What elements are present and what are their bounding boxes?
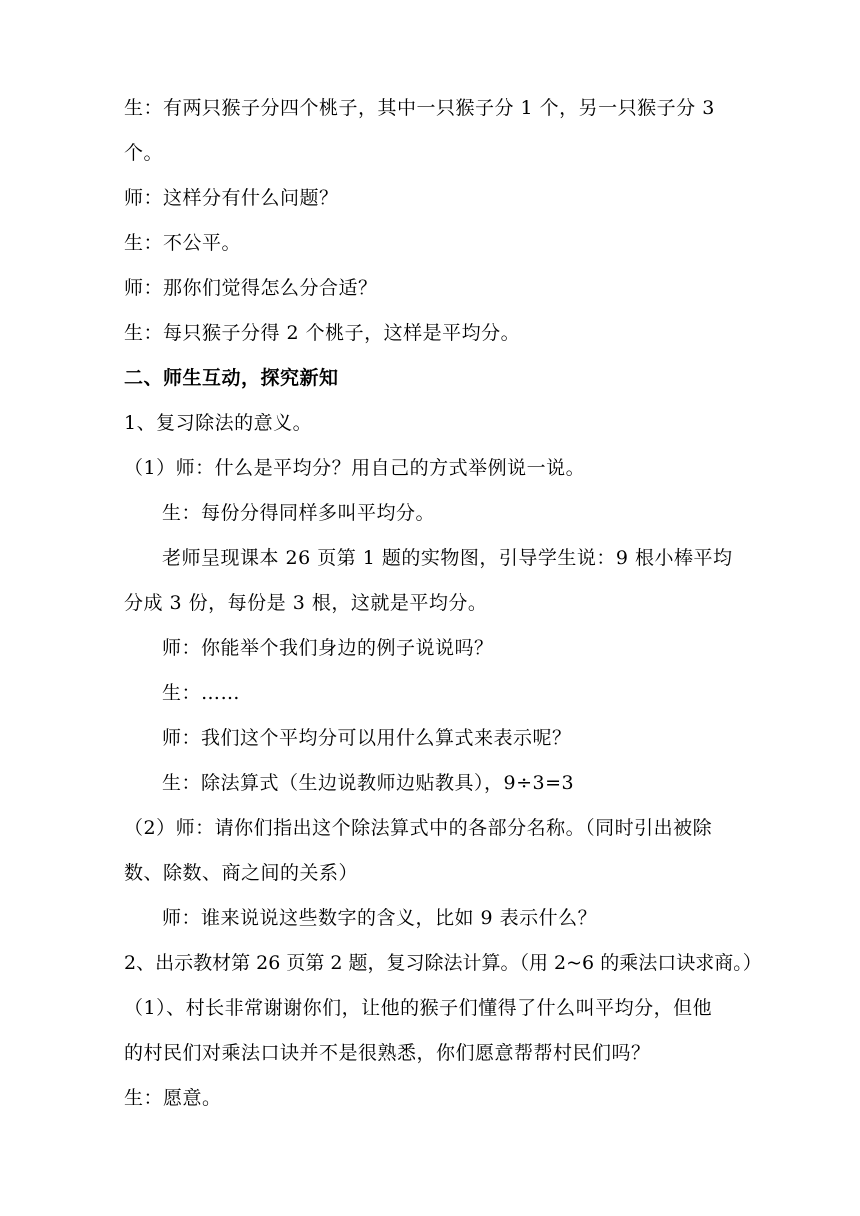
paragraph-line: （2）师：请你们指出这个除法算式中的各部分名称。（同时引出被除 [124, 817, 713, 839]
paragraph-line: 老师呈现课本 26 页第 1 题的实物图，引导学生说：9 根小棒平均 [162, 547, 733, 569]
paragraph-line: （1）师：什么是平均分？用自己的方式举例说一说。 [124, 457, 586, 479]
paragraph-line: 师：你能举个我们身边的例子说说吗？ [162, 637, 494, 659]
paragraph-line: 数、除数、商之间的关系） [124, 862, 359, 884]
paragraph-line: 生：每份分得同样多叫平均分。 [162, 502, 436, 524]
paragraph-line: 生：…… [162, 682, 241, 704]
paragraph-line: 生：除法算式（生边说教师边贴教具），9÷3=3 [162, 772, 575, 794]
paragraph-line: 师：谁来说说这些数字的含义，比如 9 表示什么？ [162, 907, 598, 929]
paragraph-line: （1）、村长非常谢谢你们，让他的猴子们懂得了什么叫平均分，但他 [124, 997, 713, 1019]
paragraph-line: 生：不公平。 [124, 232, 242, 254]
paragraph-line: 生：有两只猴子分四个桃子，其中一只猴子分 1 个，另一只猴子分 3 [124, 97, 715, 119]
paragraph-line: 1、复习除法的意义。 [124, 412, 313, 434]
paragraph-line: 个。 [124, 142, 164, 164]
paragraph-line: 的村民们对乘法口诀并不是很熟悉，你们愿意帮帮村民们吗？ [124, 1042, 651, 1064]
paragraph-line: 分成 3 份，每份是 3 根，这就是平均分。 [124, 592, 488, 614]
paragraph-line: 生：愿意。 [124, 1087, 222, 1109]
paragraph-line: 2、出示教材第 26 页第 2 题，复习除法计算。（用 2~6 的乘法口诀求商。） [124, 952, 762, 974]
paragraph-line: 生：每只猴子分得 2 个桃子，这样是平均分。 [124, 322, 521, 344]
paragraph-line: 师：我们这个平均分可以用什么算式来表示呢？ [162, 727, 572, 749]
paragraph-line: 师：这样分有什么问题？ [124, 187, 339, 209]
paragraph-line: 师：那你们觉得怎么分合适？ [124, 277, 378, 299]
section-heading: 二、师生互动，探究新知 [124, 367, 339, 389]
